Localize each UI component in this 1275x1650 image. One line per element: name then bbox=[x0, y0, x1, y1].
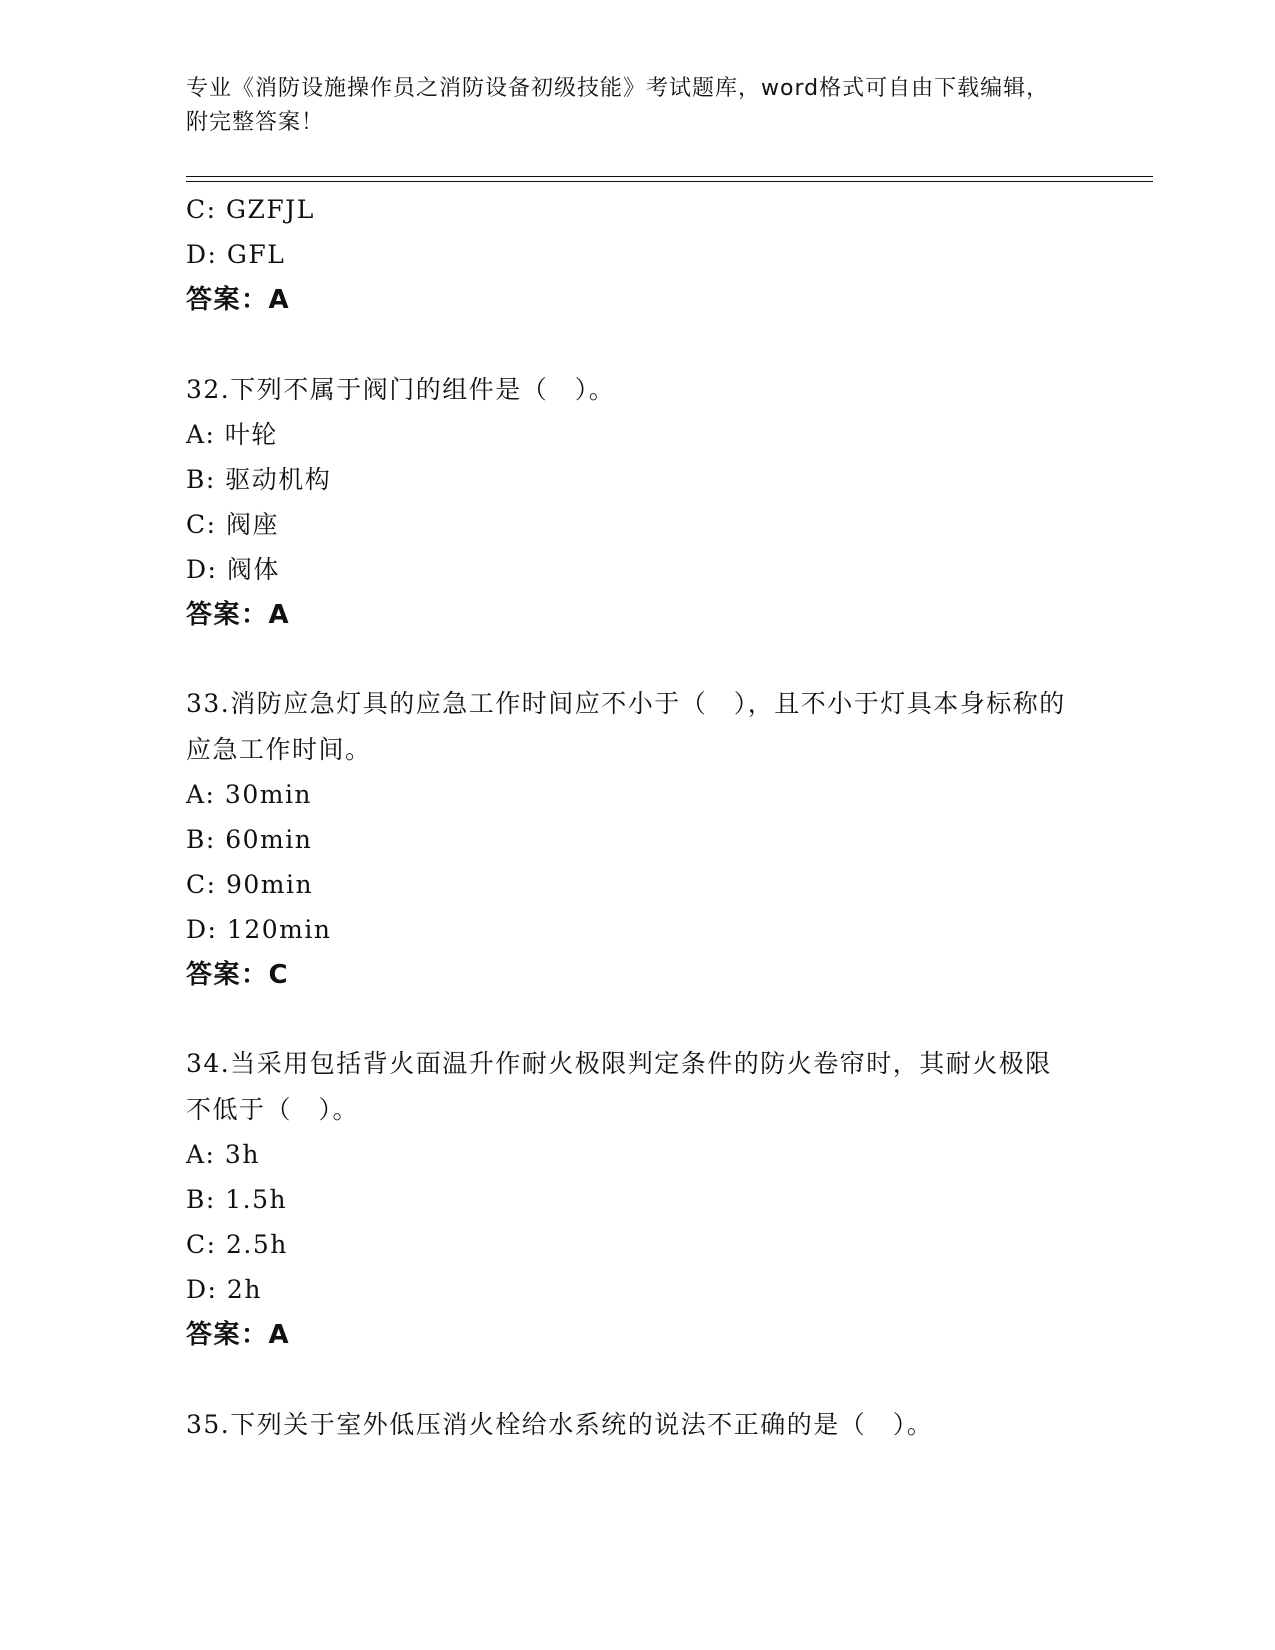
option-c: C: 2.5h bbox=[186, 1230, 288, 1259]
question-stem: 35.下列关于室外低压消火栓给水系统的说法不正确的是（ ）。 bbox=[186, 1410, 934, 1439]
option-b: B: 60min bbox=[186, 825, 313, 854]
option-b: B: 驱动机构 bbox=[186, 465, 332, 494]
option-c: C: 阀座 bbox=[186, 510, 279, 539]
question-stem: 34.当采用包括背火面温升作耐火极限判定条件的防火卷帘时，其耐火极限不低于（ ）。 bbox=[186, 1049, 1052, 1124]
option-d: D: GFL bbox=[186, 240, 286, 269]
header-divider-top bbox=[186, 176, 1153, 177]
question-stem: 33.消防应急灯具的应急工作时间应不小于（ ），且不小于灯具本身标称的应急工作时间。 bbox=[186, 689, 1066, 764]
option-d: D: 阀体 bbox=[186, 555, 280, 584]
document-header: 专业《消防设施操作员之消防设备初级技能》考试题库，word格式可自由下载编辑，附完整答案！ bbox=[186, 76, 1050, 135]
option-c: C: GZFJL bbox=[186, 195, 315, 224]
option-d: D: 120min bbox=[186, 915, 332, 944]
option-a: A: 30min bbox=[186, 780, 313, 809]
header-divider-bottom bbox=[186, 181, 1153, 182]
option-d: D: 2h bbox=[186, 1275, 262, 1304]
question-stem: 32.下列不属于阀门的组件是（ ）。 bbox=[186, 375, 616, 404]
answer-line: 答案：C bbox=[186, 960, 290, 990]
answer-line: 答案：A bbox=[186, 1320, 291, 1350]
option-a: A: 3h bbox=[186, 1140, 260, 1169]
answer-line: 答案：A bbox=[186, 285, 291, 315]
answer-line: 答案：A bbox=[186, 600, 291, 630]
option-b: B: 1.5h bbox=[186, 1185, 288, 1214]
option-c: C: 90min bbox=[186, 870, 314, 899]
option-a: A: 叶轮 bbox=[186, 420, 278, 449]
